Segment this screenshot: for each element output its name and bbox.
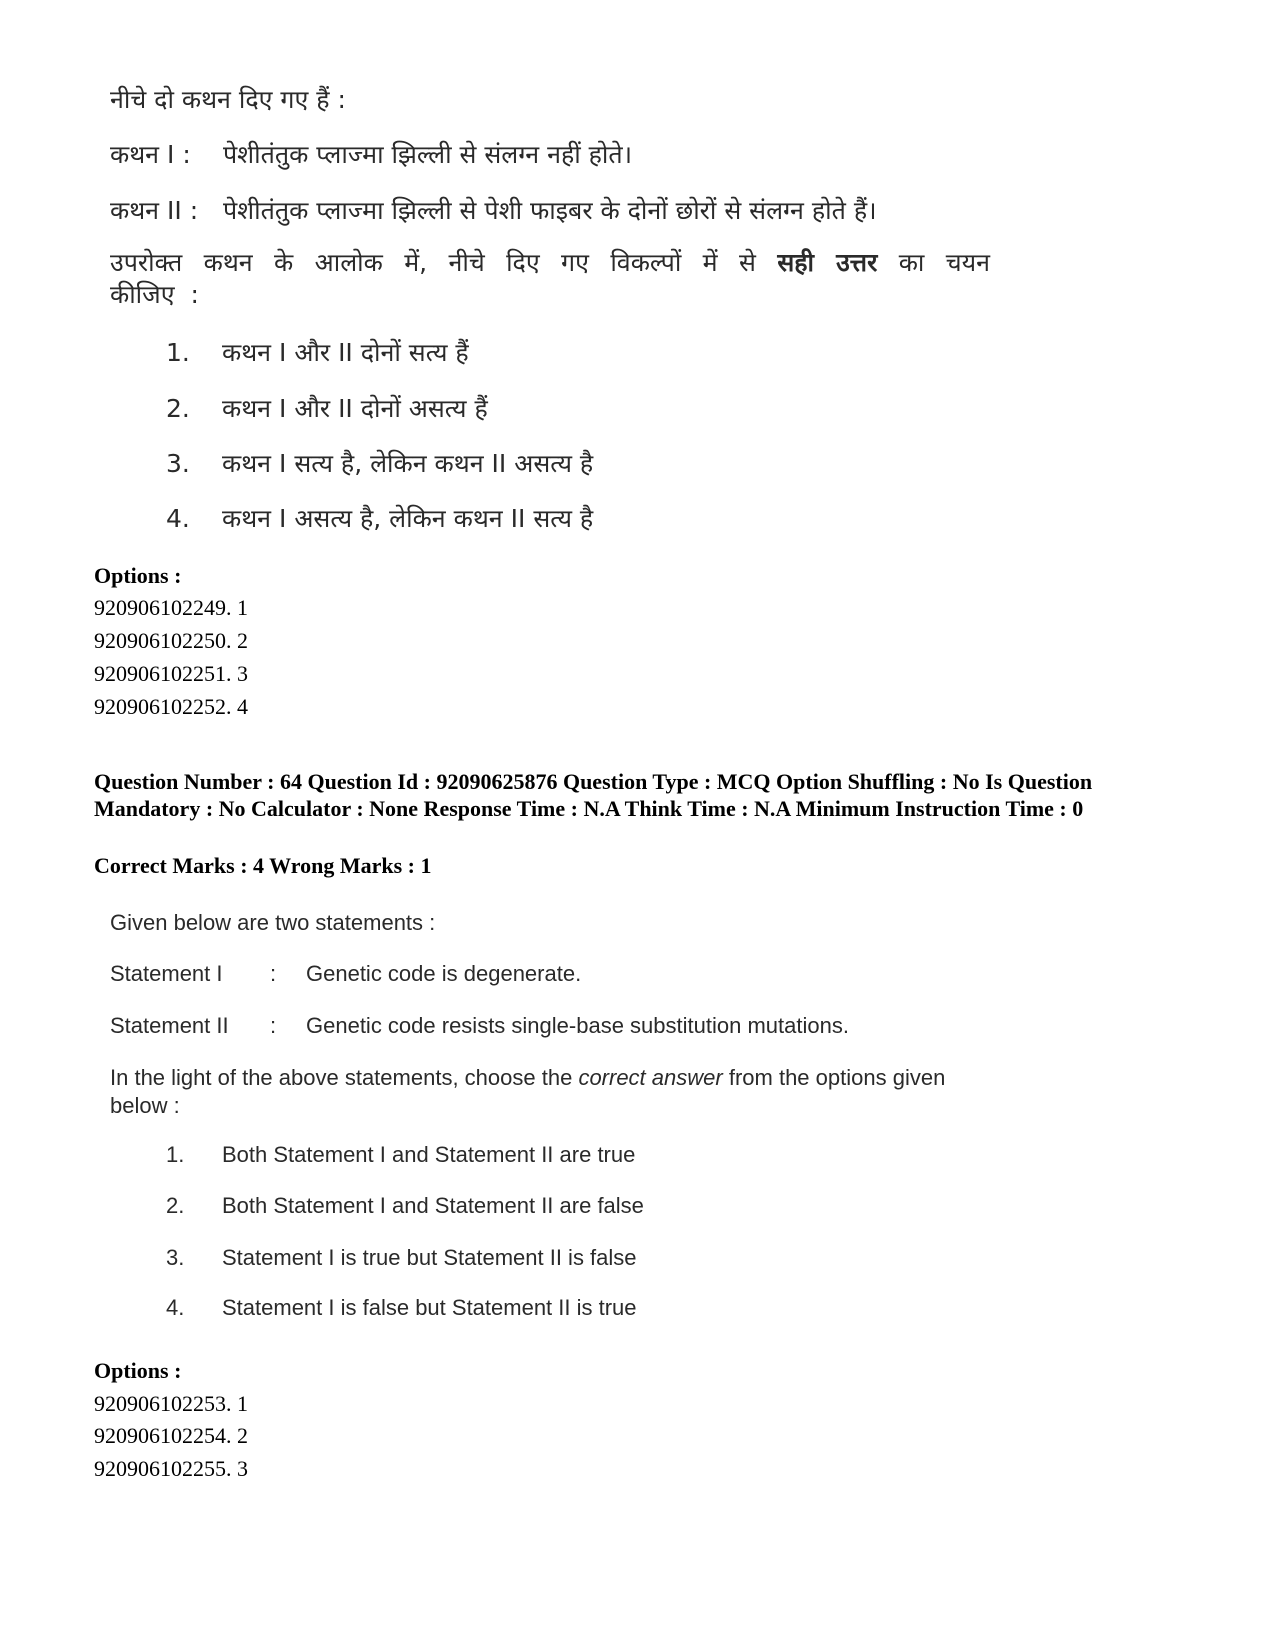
q63-choice-number: 1. xyxy=(166,338,190,367)
q63-choice-text: कथन I असत्य है, लेकिन कथन II सत्य है xyxy=(222,504,594,533)
q63-instruction-post: का चयन कीजिए : xyxy=(110,248,991,309)
q63-option-id: 920906102249. 1 xyxy=(94,595,248,620)
q64-statement-2 xyxy=(110,1013,849,1039)
q64-statement-1 xyxy=(110,961,581,987)
q63-options-heading: Options : xyxy=(94,563,182,588)
q64-intro: Given below are two statements : xyxy=(110,910,436,935)
q64-statement-1-text: Genetic code is degenerate. xyxy=(306,961,582,986)
q63-choice xyxy=(166,335,469,369)
q64-option-id: 920906102255. 3 xyxy=(94,1456,248,1481)
q64-choice-number: 3. xyxy=(166,1245,185,1270)
q64-choice-number: 1. xyxy=(166,1142,185,1167)
q63-instruction-pre: उपरोक्त कथन के आलोक में, नीचे दिए गए विकल्पों में से xyxy=(110,248,756,277)
q64-statement-2-colon: : xyxy=(270,1013,277,1038)
q63-statement-2 xyxy=(110,193,877,227)
q64-choice-text: Both Statement I and Statement II are true xyxy=(222,1142,636,1167)
q63-option-id: 920906102250. 2 xyxy=(94,628,248,653)
q63-choice xyxy=(166,446,593,480)
q63-choice xyxy=(166,391,488,425)
q64-choice xyxy=(166,1245,637,1271)
q63-statement-1 xyxy=(110,137,632,171)
q63-intro: नीचे दो कथन दिए गए हैं : xyxy=(110,85,346,114)
q64-choice xyxy=(166,1142,635,1168)
q64-choice-text: Statement I is true but Statement II is false xyxy=(222,1245,637,1270)
q64-choice-text: Statement I is false but Statement II is true xyxy=(222,1295,637,1320)
q64-choice-number: 2. xyxy=(166,1193,185,1218)
q63-statement-2-label: कथन II : xyxy=(110,196,199,225)
q64-statement-2-text: Genetic code resists single-base substitution mutations. xyxy=(306,1013,849,1038)
q63-choice-text: कथन I सत्य है, लेकिन कथन II असत्य है xyxy=(222,449,594,478)
q64-instruction-italic: correct answer xyxy=(578,1065,723,1090)
q64-choice-text: Both Statement I and Statement II are false xyxy=(222,1193,644,1218)
q63-choice-number: 2. xyxy=(166,394,190,423)
q63-option-id: 920906102251. 3 xyxy=(94,661,248,686)
q63-instruction xyxy=(110,247,990,311)
q64-instruction xyxy=(110,1064,990,1120)
q64-marks: Correct Marks : 4 Wrong Marks : 1 xyxy=(94,853,432,878)
q64-option-id: 920906102254. 2 xyxy=(94,1423,248,1448)
q63-choice-text: कथन I और II दोनों सत्य हैं xyxy=(222,338,469,367)
q64-statement-2-label: Statement II xyxy=(110,1013,229,1038)
q64-statement-1-colon: : xyxy=(270,961,277,986)
q64-instruction-post: from the options given below : xyxy=(110,1065,946,1118)
q64-choice-number: 4. xyxy=(166,1295,185,1320)
q64-option-id: 920906102253. 1 xyxy=(94,1391,248,1416)
q63-choice-number: 3. xyxy=(166,449,190,478)
q64-meta: Question Number : 64 Question Id : 92090625876 Question Type : MCQ Option Shuffling : No Is Question Mandatory : No Calculator : None Response Time : N.A Think Time : N.A Minimum Instruction Time : 0 xyxy=(94,769,1093,821)
q63-option-id: 920906102252. 4 xyxy=(94,694,248,719)
q63-statement-1-label: कथन I : xyxy=(110,140,191,169)
q64-choice xyxy=(166,1193,644,1219)
q64-instruction-pre: In the light of the above statements, choose the xyxy=(110,1065,573,1090)
q63-instruction-bold: सही उत्तर xyxy=(777,248,878,277)
q63-choice-text: कथन I और II दोनों असत्य हैं xyxy=(222,394,488,423)
q63-statement-2-text: पेशीतंतुक प्लाज्मा झिल्ली से पेशी फाइबर के दोनों छोरों से संलग्न होते हैं। xyxy=(222,196,877,225)
q64-statement-1-label: Statement I xyxy=(110,961,223,986)
q64-choice xyxy=(166,1295,637,1321)
q64-options-heading: Options : xyxy=(94,1358,182,1383)
q63-choice-number: 4. xyxy=(166,504,190,533)
q63-choice xyxy=(166,501,593,535)
q63-statement-1-text: पेशीतंतुक प्लाज्मा झिल्ली से संलग्न नहीं होते। xyxy=(222,140,633,169)
